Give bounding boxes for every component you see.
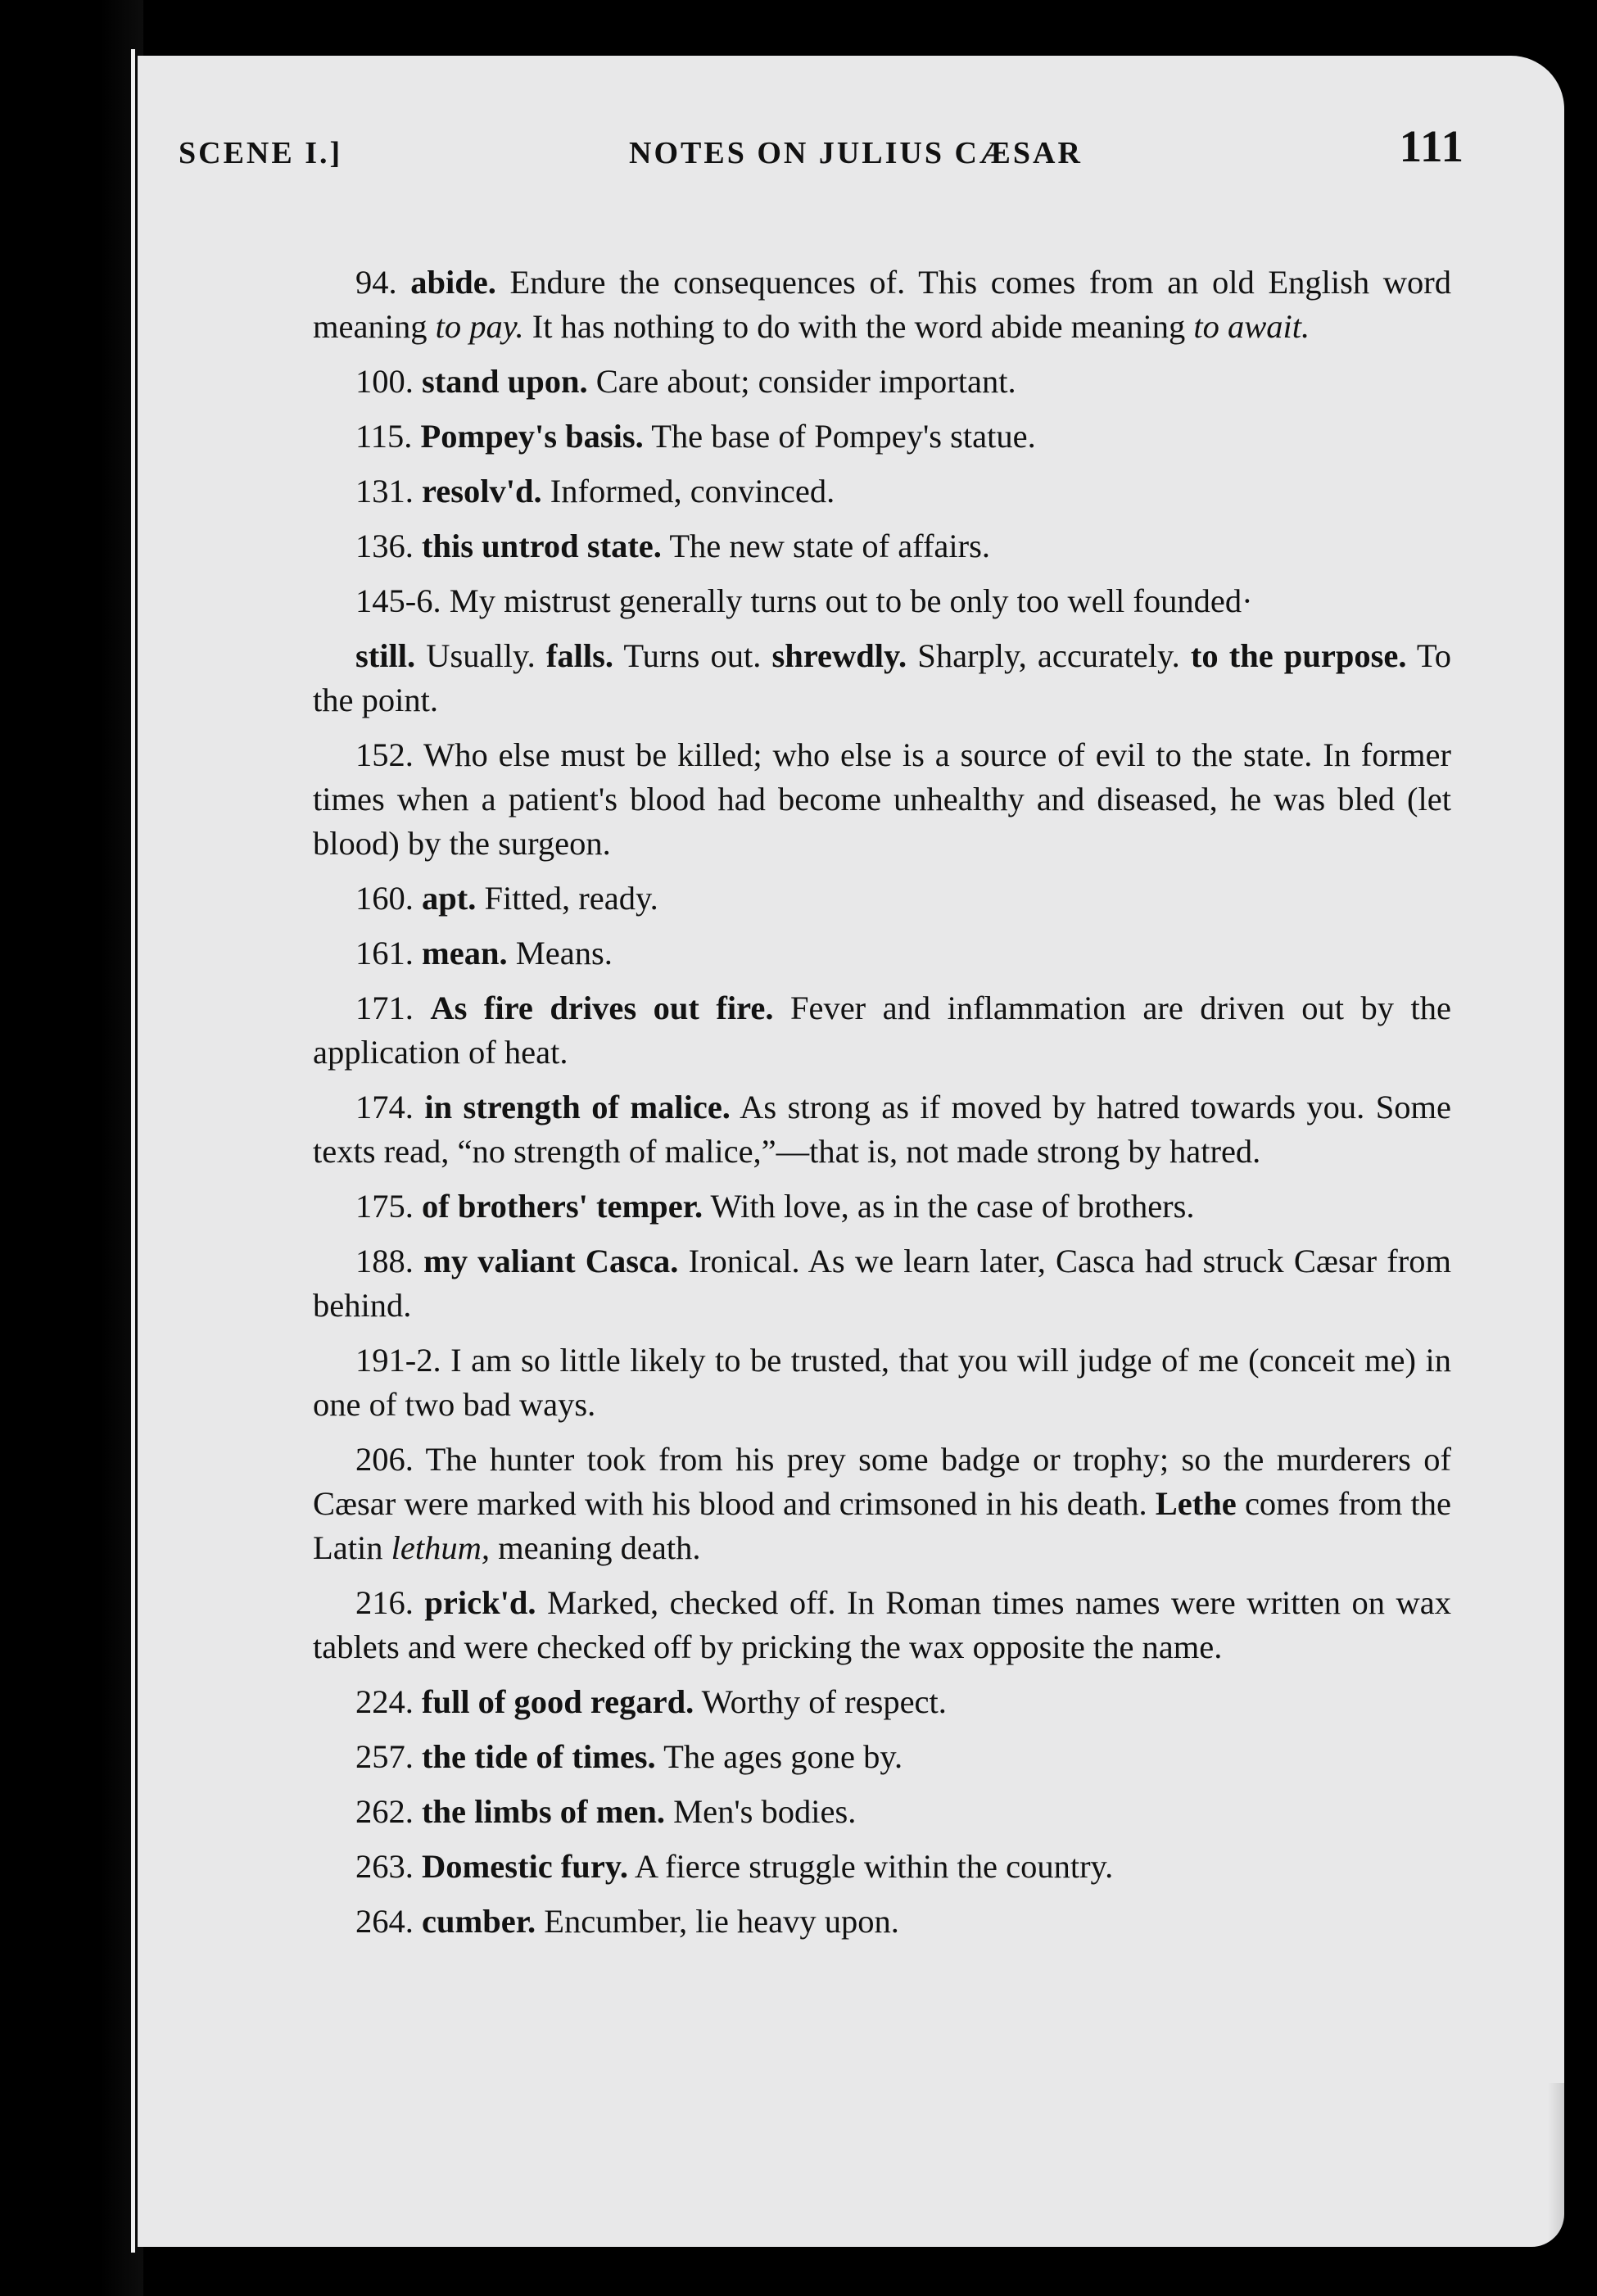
note-entry [313, 876, 1451, 921]
note-italic: lethum, [391, 1529, 490, 1566]
note-text: Ironical. As we learn later, Casca had struck Cæsar from behind. [313, 1243, 1451, 1324]
note-text: 100. [355, 363, 422, 400]
scene-label: SCENE I.] [179, 136, 343, 170]
note-headword: of brothers' temper. [422, 1188, 703, 1225]
note-headword: abide. [410, 264, 496, 301]
note-text: The ages gone by. [655, 1738, 903, 1775]
note-entry [313, 1184, 1451, 1229]
note-text: 160. [355, 880, 422, 917]
note-text: 131. [355, 473, 422, 509]
note-headword: resolv'd. [422, 473, 542, 509]
note-text: 115. [355, 418, 421, 455]
note-headword: As fire drives out fire. [430, 989, 774, 1026]
note-text: The base of Pompey's statue. [643, 418, 1036, 455]
note-text: As strong as if moved by hatred towards you. Some texts read, “no strength of malice,”—that is, not made strong by hatred. [313, 1089, 1451, 1170]
note-text: 188. [355, 1243, 424, 1279]
note-italic: to await. [1193, 308, 1310, 345]
note-text: Turns out. [613, 637, 772, 674]
note-text: Men's bodies. [665, 1793, 857, 1830]
note-text: Worthy of respect. [694, 1683, 947, 1720]
note-text: 175. [355, 1188, 422, 1225]
note-headword: Domestic fury. [422, 1848, 628, 1885]
note-headword: shrewdly. [771, 637, 907, 674]
running-header [179, 119, 1464, 184]
note-entry [313, 1735, 1451, 1779]
note-headword: this untrod state. [422, 528, 662, 564]
note-text: Encumber, lie heavy upon. [536, 1903, 899, 1940]
note-text: Endure the consequences of. This comes from an old English word meaning [313, 264, 1452, 345]
note-text: It has nothing to do with the word abide meaning [523, 308, 1194, 345]
note-text: 262. [355, 1793, 422, 1830]
note-text: 174. [355, 1089, 425, 1125]
note-entry [313, 1085, 1451, 1174]
note-headword: the tide of times. [422, 1738, 656, 1775]
note-headword: apt. [422, 880, 477, 917]
page-edge-line [131, 49, 135, 2253]
note-text: 257. [355, 1738, 422, 1775]
note-entry [313, 931, 1451, 976]
note-headword: still. [355, 637, 416, 674]
note-text: 216. [355, 1584, 425, 1621]
note-entry [313, 1680, 1451, 1724]
note-text: The new state of affairs. [661, 528, 991, 564]
note-text: Fitted, ready. [476, 880, 658, 917]
note-entry [313, 524, 1451, 568]
note-text: Usually. [415, 637, 546, 674]
notes-list [313, 260, 1451, 1954]
note-entry [313, 579, 1451, 623]
note-text: 152. Who else must be killed; who else is a source of evil to the state. In former times when a patient's blood had become unhealthy and diseased, he was bled (let blood) by the surgeon. [313, 736, 1451, 862]
note-entry [313, 733, 1451, 866]
note-entry [313, 986, 1451, 1075]
note-entry [313, 1581, 1451, 1669]
note-text: comes from the Latin [313, 1485, 1452, 1566]
note-headword: my valiant Casca. [423, 1243, 679, 1279]
note-entry [313, 1790, 1451, 1834]
note-entry [313, 1338, 1451, 1427]
note-text: 263. [355, 1848, 422, 1885]
note-headword: stand upon. [422, 363, 588, 400]
note-text: 161. [355, 935, 422, 971]
note-text: Marked, checked off. In Roman times names were written on wax tablets and were checked off by pricking the wax opposite the name. [313, 1584, 1451, 1665]
note-italic: to pay. [435, 308, 524, 345]
note-entry [313, 1845, 1451, 1889]
note-text: Means. [507, 935, 613, 971]
page-number: 111 [1399, 121, 1464, 171]
note-text: A fierce struggle within the country. [627, 1848, 1114, 1885]
note-text: 191-2. I am so little likely to be trusted, that you will judge of me (conceit me) in one of two bad ways. [313, 1342, 1451, 1423]
note-text: Fever and inflammation are driven out by the application of heat. [313, 989, 1451, 1071]
note-headword: falls. [545, 637, 613, 674]
note-headword: Pompey's basis. [420, 418, 644, 455]
note-text: Sharply, accurately. [907, 637, 1191, 674]
note-headword: cumber. [422, 1903, 536, 1940]
note-entry [313, 260, 1451, 349]
note-text: meaning death. [489, 1529, 701, 1566]
note-entry [313, 360, 1451, 404]
note-entry [313, 634, 1451, 722]
note-text: Informed, convinced. [541, 473, 835, 509]
running-title: NOTES ON JULIUS CÆSAR [629, 136, 1083, 170]
note-headword: the limbs of men. [422, 1793, 665, 1830]
note-headword: Lethe [1155, 1485, 1237, 1522]
note-text: 145-6. My mistrust generally turns out to be only too well founded· [355, 582, 1253, 619]
note-text: 206. The hunter took from his prey some badge or trophy; so the murderers of Cæsar were marked with his blood and crimsoned in his death. [313, 1441, 1451, 1522]
note-text: With love, as in the case of brothers. [703, 1188, 1195, 1225]
binding-gutter [0, 0, 143, 2296]
note-text: 171. [355, 989, 431, 1026]
scan-shadow [1548, 2083, 1597, 2296]
note-text: To the point. [313, 637, 1452, 718]
note-text: 94. [355, 264, 411, 301]
note-entry [313, 1239, 1451, 1328]
note-text: 224. [355, 1683, 422, 1720]
note-text: 264. [355, 1903, 422, 1940]
note-entry [313, 1438, 1451, 1570]
note-headword: full of good regard. [422, 1683, 694, 1720]
note-headword: in strength of malice. [424, 1089, 731, 1125]
note-text: 136. [355, 528, 422, 564]
note-entry [313, 414, 1451, 459]
note-headword: mean. [422, 935, 508, 971]
note-text: Care about; consider important. [587, 363, 1016, 400]
note-headword: to the purpose. [1190, 637, 1407, 674]
note-entry [313, 469, 1451, 514]
note-entry [313, 1900, 1451, 1944]
note-headword: prick'd. [424, 1584, 536, 1621]
